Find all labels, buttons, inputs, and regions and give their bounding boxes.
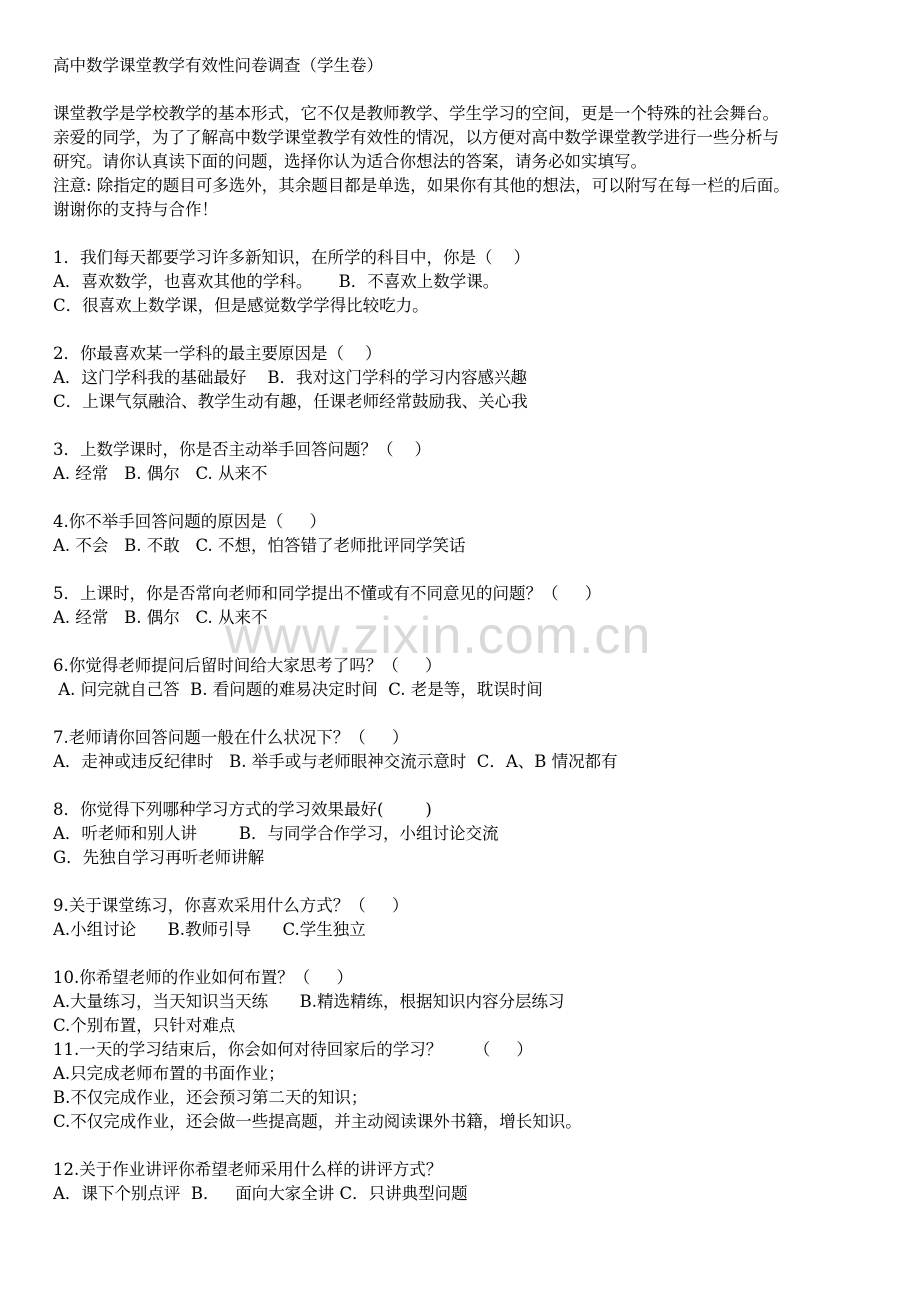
answer-options: A．听老师和别人讲 B．与同学合作学习，小组讨论交流 bbox=[53, 824, 499, 843]
question-text: 9.关于课堂练习，你喜欢采用什么方式？（ ） bbox=[53, 896, 409, 915]
question-1 bbox=[53, 246, 883, 318]
answer-options: A．课下个别点评 B． 面向大家全讲 C．只讲典型问题 bbox=[53, 1184, 468, 1203]
question-text: 11.一天的学习结束后，你会如何对待回家后的学习？ （ ） bbox=[53, 1040, 533, 1059]
question-text: 10.你希望老师的作业如何布置？（ ） bbox=[53, 968, 353, 987]
question-10 bbox=[53, 966, 883, 1038]
question-7 bbox=[53, 726, 883, 774]
question-text: 6.你觉得老师提问后留时间给大家思考了吗？（ ） bbox=[53, 656, 442, 675]
answer-options: A．走神或违反纪律时 B. 举手或与老师眼神交流示意时 C．A、B 情况都有 bbox=[53, 752, 618, 771]
question-text: 7.老师请你回答问题一般在什么状况下？（ ） bbox=[53, 728, 409, 747]
question-text: 12.关于作业讲评你希望老师采用什么样的讲评方式？ bbox=[53, 1160, 443, 1179]
question-8 bbox=[53, 798, 883, 870]
question-2 bbox=[53, 342, 883, 414]
questionnaire-document bbox=[53, 54, 883, 1206]
answer-options: A. 不会 B. 不敢 C. 不想，怕答错了老师批评同学笑话 bbox=[53, 536, 466, 555]
question-text: 1．我们每天都要学习许多新知识，在所学的科目中，你是（ ） bbox=[53, 248, 530, 267]
question-text: 4.你不举手回答问题的原因是（ ） bbox=[53, 512, 326, 531]
answer-options: G．先独自学习再听老师讲解 bbox=[53, 848, 265, 867]
question-12 bbox=[53, 1158, 883, 1206]
answer-options: C.个别布置，只针对难点 bbox=[53, 1016, 236, 1035]
answer-options: B.不仅完成作业，还会预习第二天的知识； bbox=[53, 1088, 368, 1107]
intro-line: 谢谢你的支持与合作！ bbox=[53, 200, 218, 219]
answer-options: A. 经常 B. 偶尔 C. 从来不 bbox=[53, 464, 268, 483]
question-9 bbox=[53, 894, 883, 942]
answer-options: C．上课气氛融洽、教学生动有趣，任课老师经常鼓励我、关心我 bbox=[53, 392, 528, 411]
question-text: 2．你最喜欢某一学科的最主要原因是（ ） bbox=[53, 344, 382, 363]
question-3 bbox=[53, 438, 883, 486]
answer-options: A.大量练习，当天知识当天练 B.精选精练，根据知识内容分层练习 bbox=[53, 992, 565, 1011]
intro-section bbox=[53, 102, 883, 222]
answer-options: A. 问完就自己答 B. 看问题的难易决定时间 C. 老是等，耽误时间 bbox=[53, 680, 543, 699]
answer-options: C.不仅完成作业，还会做一些提高题，并主动阅读课外书籍，增长知识。 bbox=[53, 1112, 582, 1131]
question-4 bbox=[53, 510, 883, 558]
watermark: www.zixin.com.cn bbox=[225, 607, 652, 665]
answer-options: A．这门学科我的基础最好 B．我对这门学科的学习内容感兴趣 bbox=[53, 368, 528, 387]
answer-options: A.只完成老师布置的书面作业； bbox=[53, 1064, 285, 1083]
answer-options: C．很喜欢上数学课，但是感觉数学学得比较吃力。 bbox=[53, 296, 429, 315]
question-6 bbox=[53, 654, 883, 702]
question-5 bbox=[53, 582, 883, 630]
questions-list bbox=[53, 246, 883, 1206]
intro-line: 课堂教学是学校教学的基本形式，它不仅是教师教学、学生学习的空间，更是一个特殊的社会舞台。 bbox=[53, 104, 779, 123]
question-text: 8．你觉得下列哪种学习方式的学习效果最好( ) bbox=[53, 800, 432, 819]
answer-options: A. 经常 B. 偶尔 C. 从来不 bbox=[53, 608, 268, 627]
intro-line: 注意: 除指定的题目可多选外，其余题目都是单选，如果你有其他的想法，可以附写在每一栏的后面。 bbox=[53, 176, 790, 195]
answer-options: A．喜欢数学，也喜欢其他的学科。 B．不喜欢上数学课。 bbox=[53, 272, 500, 291]
question-text: 3．上数学课时，你是否主动举手回答问题？（ ） bbox=[53, 440, 431, 459]
document-title: 高中数学课堂教学有效性问卷调查（学生卷） bbox=[53, 56, 383, 75]
question-text: 5．上课时，你是否常向老师和同学提出不懂或有不同意见的问题？（ ） bbox=[53, 584, 602, 603]
intro-line: 研究。请你认真读下面的问题，选择你认为适合你想法的答案，请务必如实填写。 bbox=[53, 152, 647, 171]
intro-line: 亲爱的同学，为了了解高中数学课堂教学有效性的情况，以方便对高中数学课堂教学进行一些分析与 bbox=[53, 128, 779, 147]
question-11 bbox=[53, 1038, 883, 1134]
answer-options: A.小组讨论 B.教师引导 C.学生独立 bbox=[53, 920, 366, 939]
